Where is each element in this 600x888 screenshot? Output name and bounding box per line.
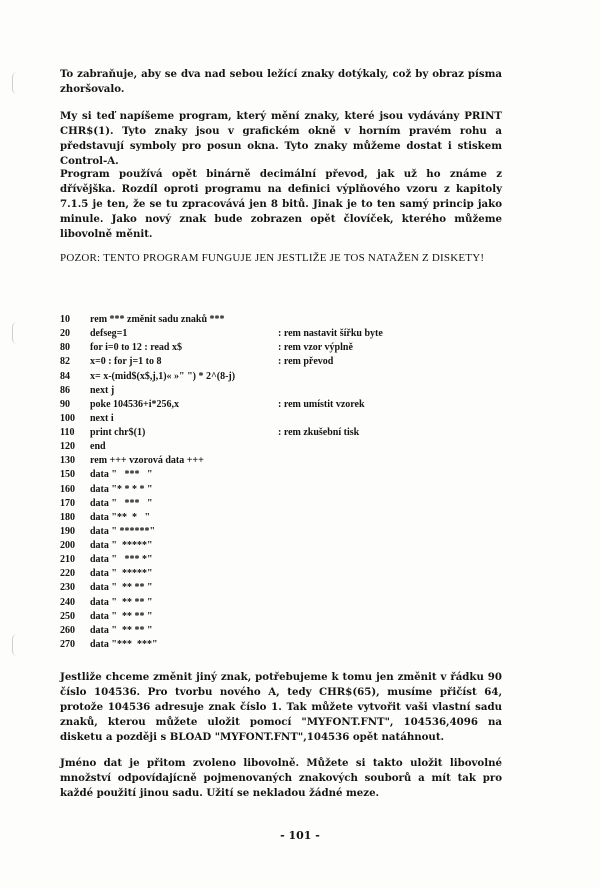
code-comment: : rem vzor výplně — [278, 342, 353, 354]
code-statement: for i=0 to 12 : read x$ — [90, 342, 182, 354]
line-number: 10 — [60, 314, 70, 325]
line-number: 250 — [60, 610, 75, 622]
code-statement: data " *****" — [90, 568, 153, 580]
code-statement: data " ** ** " — [90, 582, 153, 594]
code-statement: data " *****" — [90, 540, 153, 551]
code-listing — [60, 313, 520, 652]
code-line — [60, 539, 520, 553]
line-number: 100 — [60, 412, 75, 424]
code-comment: : rem převod — [278, 356, 334, 368]
line-number: 84 — [60, 370, 70, 382]
code-statement: next i — [90, 412, 114, 424]
code-line — [60, 440, 520, 454]
line-number: 150 — [60, 469, 75, 481]
paragraph-file-name: Jméno dat je přitom zvoleno libovolně. Můžete si takto uložit libovolné množství odpovídajícně pojmenovaných znakových souborů a mít tak pro každé použití jinou sadu. Užití se nekladou žádné meze. — [60, 757, 502, 799]
code-line — [60, 398, 520, 412]
punch-hole-mark — [12, 72, 17, 94]
code-statement: data "*** ***" — [90, 638, 158, 650]
code-line — [60, 370, 520, 384]
code-statement: poke 104536+i*256,x — [90, 398, 180, 410]
code-line — [60, 313, 520, 327]
code-line — [60, 497, 520, 511]
line-number: 190 — [60, 525, 75, 537]
code-statement: rem *** změnit sadu znaků *** — [90, 314, 225, 325]
code-line — [60, 581, 520, 595]
code-statement: x= x-(mid$(x$,j,1)« »" ") * 2^(8-j) — [90, 370, 236, 382]
code-line — [60, 483, 520, 497]
line-number: 82 — [60, 356, 70, 368]
paragraph-program-description: My si teď napíšeme program, který mění znaky, které jsou vydávány PRINT CHR$(1). Tyto znaky jsou v grafickém okně v horním pravém rohu a představují symboly pro posun okna. Tyto znaky můžeme dostat i stiskem Control-A. — [60, 110, 502, 167]
code-statement: data " ** ** " — [90, 596, 153, 608]
code-statement: data " *** " — [90, 497, 153, 509]
code-statement: data " ** ** " — [90, 610, 153, 622]
code-line — [60, 553, 520, 567]
code-line — [60, 511, 520, 525]
code-line — [60, 426, 520, 440]
line-number: 86 — [60, 384, 70, 396]
line-number: 220 — [60, 568, 75, 580]
code-line — [60, 638, 520, 652]
line-number: 260 — [60, 624, 75, 636]
line-number: 130 — [60, 455, 75, 467]
warning-note: POZOR: TENTO PROGRAM FUNGUJE JEN JESTLIŽE JE TOS NATAŽEN Z DISKETY! — [60, 252, 485, 264]
code-line — [60, 384, 520, 398]
paragraph-change-character: Jestliže chceme změnit jiný znak, potřebujeme k tomu jen změnit v řádku 90 číslo 104536. Pro tvorbu nového A, tedy CHR$(65), musíme přičíst 64, protože 104536 adresuje znak číslo 1. Tak můžete vytvořit vaši vlastní sadu znaků, kterou můžete uložit pomocí "MYFONT.FNT", 104536,4096 na disketu a později s BLOAD "MYFONT.FNT",104536 opět natáhnout. — [60, 671, 502, 743]
paragraph-intro: To zabraňuje, aby se dva nad sebou ležící znaky dotýkaly, což by obraz písma zhoršovalo. — [60, 68, 502, 95]
punch-hole-mark — [12, 634, 17, 656]
code-line — [60, 525, 520, 539]
code-line — [60, 327, 520, 341]
code-line — [60, 468, 520, 482]
code-line — [60, 567, 520, 581]
line-number: 80 — [60, 342, 70, 354]
code-line — [60, 355, 520, 369]
code-statement: data "* * * * " — [90, 483, 153, 495]
page-number: - 101 - — [280, 829, 320, 842]
line-number: 170 — [60, 497, 75, 509]
code-statement: rem +++ vzorová data +++ — [90, 455, 204, 467]
code-line — [60, 624, 520, 638]
code-statement: data " ** ** " — [90, 624, 153, 636]
line-number: 110 — [60, 427, 75, 438]
code-comment: : rem zkušební tisk — [278, 427, 360, 438]
punch-hole-mark — [12, 322, 17, 344]
code-statement: data " *** " — [90, 469, 153, 481]
code-line — [60, 454, 520, 468]
line-number: 90 — [60, 398, 70, 410]
line-number: 20 — [60, 328, 70, 340]
line-number: 160 — [60, 483, 75, 495]
line-number: 230 — [60, 582, 75, 594]
code-comment: : rem nastavit šířku byte — [278, 328, 383, 340]
code-line — [60, 596, 520, 610]
paragraph-conversion: Program používá opět binárně decimální převod, jak už ho známe z dřívějška. Rozdíl oproti programu na definici výplňového vzoru z kapitoly 7.1.5 je ten, že se tu zpracovává jen 8 bitů. Jinak je to ten samý princip jako minule. Jako nový znak bude zobrazen opět človíček, kterého můžeme libovolně měnit. — [60, 168, 502, 240]
code-statement: data " *** *" — [90, 554, 153, 566]
line-number: 240 — [60, 596, 75, 608]
code-line — [60, 341, 520, 355]
code-statement: data " ******" — [90, 525, 155, 537]
code-statement: defseg=1 — [90, 328, 128, 340]
line-number: 120 — [60, 441, 75, 453]
code-statement: next j — [90, 384, 115, 396]
line-number: 180 — [60, 511, 75, 523]
code-statement: end — [90, 441, 106, 453]
code-line — [60, 610, 520, 624]
line-number: 270 — [60, 638, 75, 650]
line-number: 200 — [60, 540, 75, 551]
code-statement: x=0 : for j=1 to 8 — [90, 356, 162, 368]
code-line — [60, 412, 520, 426]
code-statement: print chr$(1) — [90, 427, 146, 438]
code-comment: : rem umístit vzorek — [278, 398, 365, 410]
code-statement: data "** * " — [90, 511, 150, 523]
line-number: 210 — [60, 554, 75, 566]
